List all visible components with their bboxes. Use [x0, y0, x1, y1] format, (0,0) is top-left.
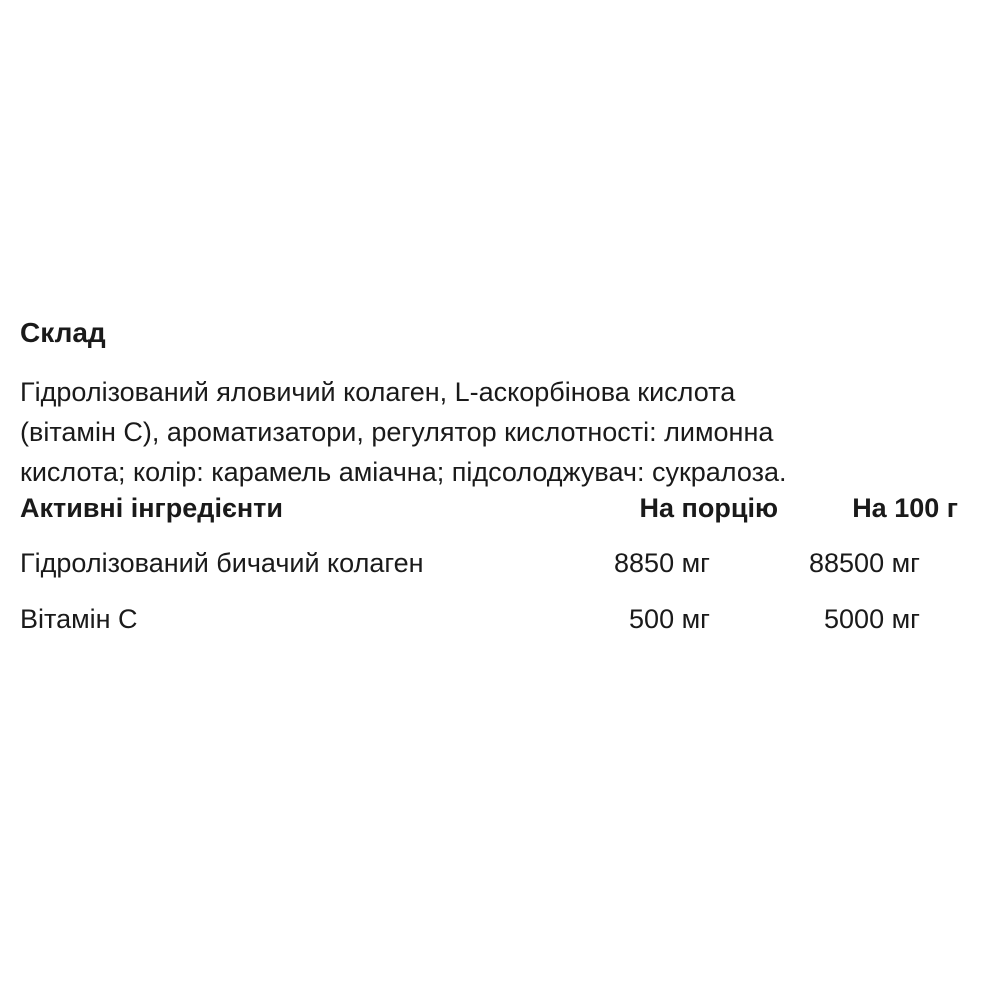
ingredient-name: Вітамін С — [20, 604, 138, 634]
ingredient-per-serving: 8850 мг — [614, 548, 710, 578]
ingredient-per-serving: 500 мг — [629, 604, 710, 634]
ingredient-per-100g: 88500 мг — [809, 548, 920, 578]
header-ingredients: Активні інгредієнти — [20, 493, 283, 523]
ingredient-name: Гідролізований бичачий колаген — [20, 548, 424, 578]
composition-heading: Склад — [20, 317, 106, 348]
ingredient-per-100g: 5000 мг — [824, 604, 920, 634]
table-row — [0, 599, 1000, 639]
table-row — [0, 543, 1000, 583]
header-per-100g: На 100 г — [852, 493, 958, 523]
header-per-serving: На порцію — [639, 493, 778, 523]
table-header — [0, 488, 1000, 528]
composition-line: кислота; колір: карамель аміачна; підсолоджувач: сукралоза. — [20, 457, 787, 487]
composition-line: (вітамін С), ароматизатори, регулятор кислотності: лимонна — [20, 417, 774, 447]
composition-text — [20, 372, 980, 492]
composition-line: Гідролізований яловичий колаген, L-аскорбінова кислота — [20, 377, 736, 407]
